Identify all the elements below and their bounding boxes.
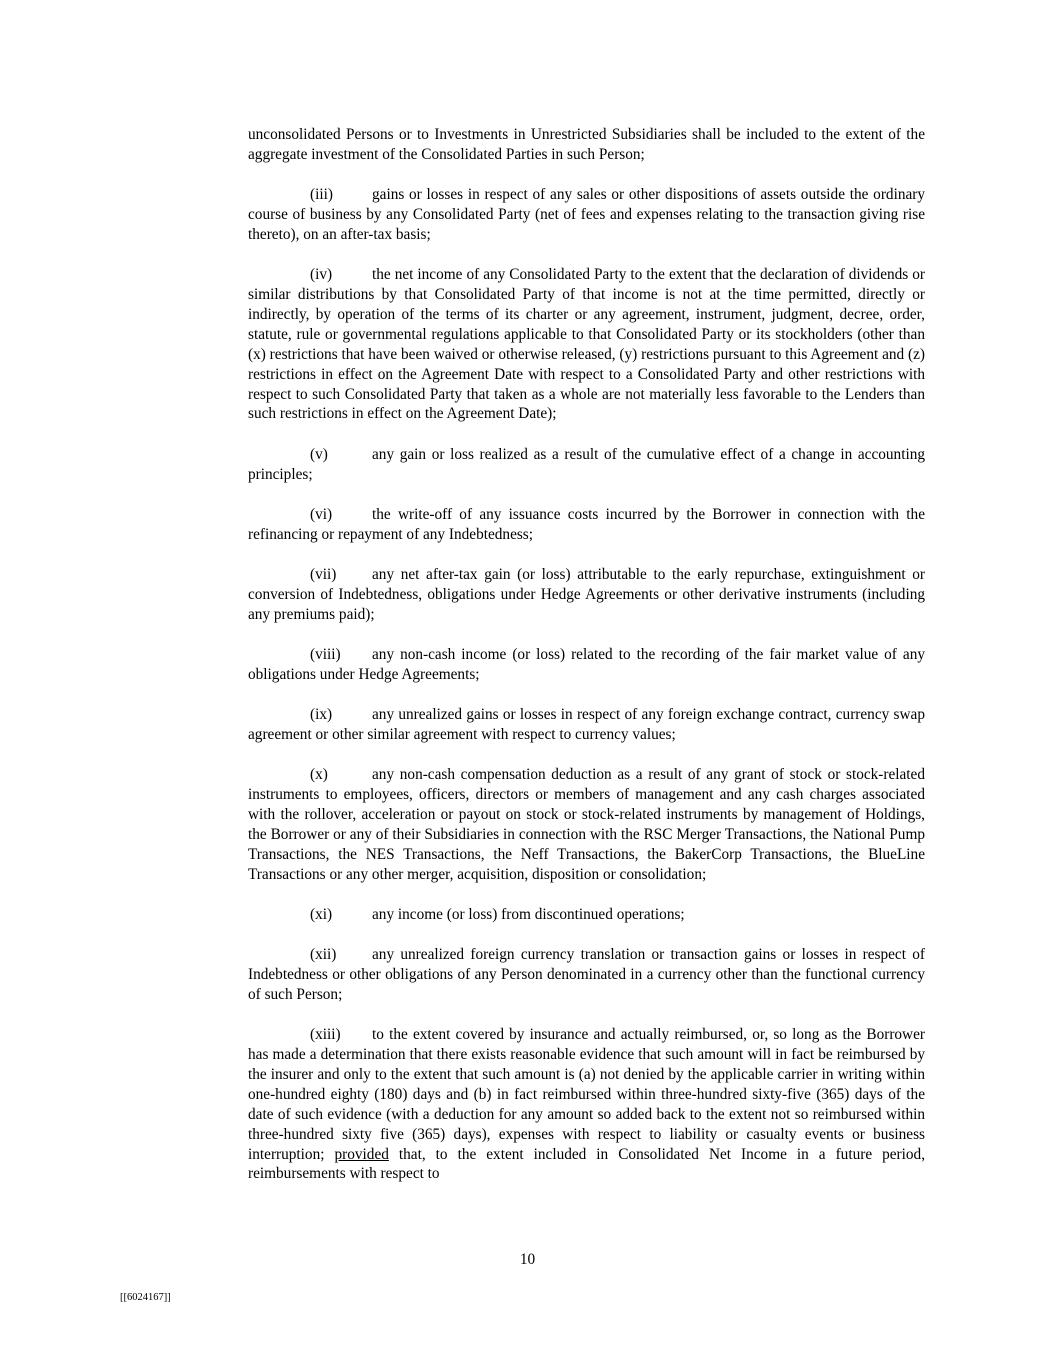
clause-text: to the extent covered by insurance and actually reimbursed, or, so long as the Borrower has made a determination that there exists reasonable evidence that such amount will in fact be reimbursed by the insurer and only to the extent that such amount is (a) not denied by the applicable carrier in writing within one-hundred eighty (180) days and (b) in fact reimbursed within three-hundred sixty-five (365) days of the date of such evidence (with a deduction for any amount so added back to the extent not so reimbursed within three-hundred sixty five (365) days), expenses with respect to liability or casualty events or business interruption; xyxy=(248,1026,925,1163)
document-id: [[6024167]] xyxy=(120,1292,171,1303)
clause-text: the write-off of any issuance costs incurred by the Borrower in connection with the refinancing or repayment of any Indebtedness; xyxy=(248,505,925,543)
clause-number: (iii) xyxy=(310,186,333,204)
clause-text: any income (or loss) from discontinued operations; xyxy=(372,905,685,923)
clause-ix xyxy=(248,705,925,745)
clause-number: (vi) xyxy=(310,505,333,523)
clause-text: any non-cash income (or loss) related to the recording of the fair market value of any obligations under Hedge Agreements; xyxy=(248,645,925,683)
clause-iii xyxy=(248,185,925,245)
clause-number: (xiii) xyxy=(310,1026,341,1044)
clause-text: gains or losses in respect of any sales or other dispositions of assets outside the ordinary course of business by any Consolidated Party (net of fees and expenses relating to the transaction giving rise thereto), on an after-tax basis; xyxy=(248,186,925,243)
clause-text-continued: that, to the extent included in Consolidated Net Income in a future period, reimbursements with respect to xyxy=(248,1145,926,1183)
clause-number: (xi) xyxy=(310,905,333,923)
clause-text: any non-cash compensation deduction as a result of any grant of stock or stock-related instruments to employees, officers, directors or members of management and any cash charges associated with the rollover, acceleration or payout on stock or stock-related instruments by management of Holdings, the Borrower or any of their Subsidiaries in connection with the RSC Merger Transactions, the National Pump Transactions, the NES Transactions, the Neff Transactions, the BakerCorp Transactions, the BlueLine Transactions or any other merger, acquisition, disposition or consolidation; xyxy=(248,766,925,883)
clause-vi xyxy=(248,505,925,545)
clause-number: (viii) xyxy=(310,645,341,663)
provided-term: provided xyxy=(334,1145,389,1163)
clause-text: the net income of any Consolidated Party to the extent that the declaration of dividends or similar distributions by that Consolidated Party of that income is not at the time permitted, directly or indirectly, by operation of the terms of its charter or any agreement, instrument, judgment, decree, order, statute, rule or governmental regulations applicable to that Consolidated Party or its stockholders (other than (x) restrictions that have been waived or otherwise released, (y) restrictions pursuant to this Agreement and (z) restrictions in effect on the Agreement Date with respect to a Consolidated Party and other restrictions with respect to such Consolidated Party that taken as a whole are not materially less favorable to the Lenders than such restrictions in effect on the Agreement Date); xyxy=(248,266,925,423)
clause-xii xyxy=(248,945,925,1005)
clause-number: (vii) xyxy=(310,565,337,583)
clause-v xyxy=(248,445,925,485)
clause-number: (v) xyxy=(310,445,328,463)
clause-number: (x) xyxy=(310,766,328,784)
page-number: 10 xyxy=(519,1251,536,1268)
clause-number: (ix) xyxy=(310,706,333,724)
clause-number: (iv) xyxy=(310,266,333,284)
clause-vii xyxy=(248,565,925,625)
clause-x xyxy=(248,765,925,884)
clause-text: any net after-tax gain (or loss) attributable to the early repurchase, extinguishment or conversion of Indebtedness, obligations under Hedge Agreements or other derivative instruments (including any premiums paid); xyxy=(248,565,925,623)
continuation-text: unconsolidated Persons or to Investments in Unrestricted Subsidiaries shall be included to the extent of the aggregate investment of the Consolidated Parties in such Person; xyxy=(248,126,925,163)
continuation-paragraph xyxy=(248,125,925,165)
clause-xiii xyxy=(248,1025,925,1184)
clause-viii xyxy=(248,645,925,685)
clause-iv xyxy=(248,265,925,424)
clause-xi xyxy=(248,905,925,925)
clause-text: any unrealized foreign currency translation or transaction gains or losses in respect of Indebtedness or other obligations of any Person denominated in a currency other than the functional currency of such Person; xyxy=(248,946,925,1003)
document-body xyxy=(248,125,925,1205)
clause-text: any unrealized gains or losses in respect of any foreign exchange contract, currency swap agreement or other similar agreement with respect to currency values; xyxy=(248,706,925,743)
clause-text: any gain or loss realized as a result of the cumulative effect of a change in accounting principles; xyxy=(248,445,925,483)
clause-number: (xii) xyxy=(310,946,337,964)
